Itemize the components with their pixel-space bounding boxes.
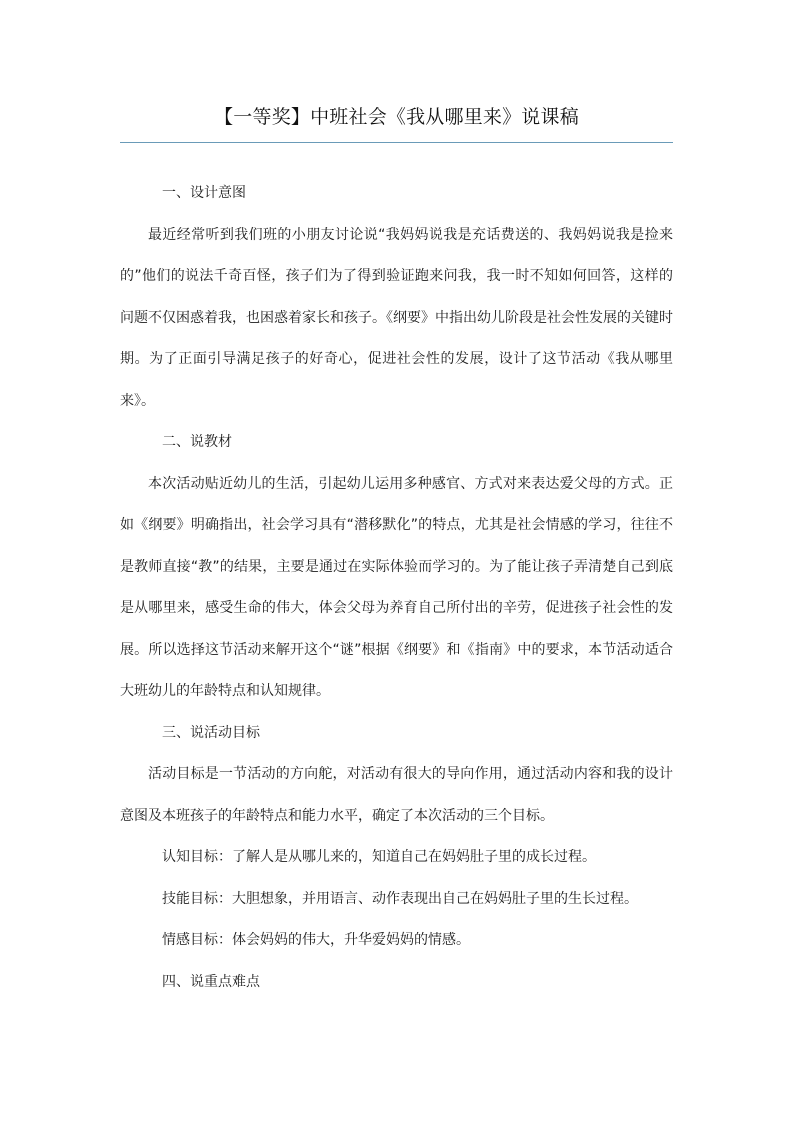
document-title: 【一等奖】中班社会《我从哪里来》说课稿 bbox=[214, 106, 579, 128]
title-divider bbox=[120, 142, 673, 143]
section-heading-design-intent: 一、设计意图 bbox=[162, 185, 246, 201]
paragraph-design-intent: 最近经常听到我们班的小朋友讨论说“我妈妈说我是充话费送的、我妈妈说我是捡来的”他们的说法千奇百怪，孩子们为了得到验证跑来问我，我一时不知如何回答，这样的问题不仅困惑着我，也困惑着家长和孩子。《纲要》中指出幼儿阶段是社会性发展的关键时期。为了正面引导满足孩子的好奇心，促进社会性的发展，设计了这节活动《我从哪里来》。 bbox=[120, 226, 673, 409]
goal-emotion: 情感目标：体会妈妈的伟大，升华爱妈妈的情感。 bbox=[162, 932, 470, 948]
section-heading-activity-goals: 三、说活动目标 bbox=[162, 724, 260, 741]
paragraph-teaching-material: 本次活动贴近幼儿的生活，引起幼儿运用多种感官、方式对来表达爱父母的方式。正如《纲要》明确指出，社会学习具有“潜移默化”的特点，尤其是社会情感的学习，往往不是教师直接“教”的结果，主要是通过在实际体验而学习的。为了能让孩子弄清楚自己到底是从哪里来，感受生命的伟大，体会父母为养育自己所付出的辛劳，促进孩子社会性的发展。所以选择这节活动来解开这个“谜”根据《纲要》和《指南》中的要求，本节活动适合大班幼儿的年龄特点和认知规律。 bbox=[120, 475, 673, 699]
goal-skill: 技能目标：大胆想象，并用语言、动作表现出自己在妈妈肚子里的生长过程。 bbox=[162, 890, 638, 907]
section-heading-key-points: 四、说重点难点 bbox=[162, 973, 260, 990]
paragraph-activity-goals: 活动目标是一节活动的方向舵，对活动有很大的导向作用，通过活动内容和我的设计意图及本班孩子的年龄特点和能力水平，确定了本次活动的三个目标。 bbox=[120, 766, 673, 824]
document-body bbox=[120, 173, 673, 1003]
section-heading-teaching-material: 二、说教材 bbox=[162, 434, 232, 450]
goal-cognitive: 认知目标：了解人是从哪儿来的，知道自己在妈妈肚子里的成长过程。 bbox=[162, 849, 596, 865]
